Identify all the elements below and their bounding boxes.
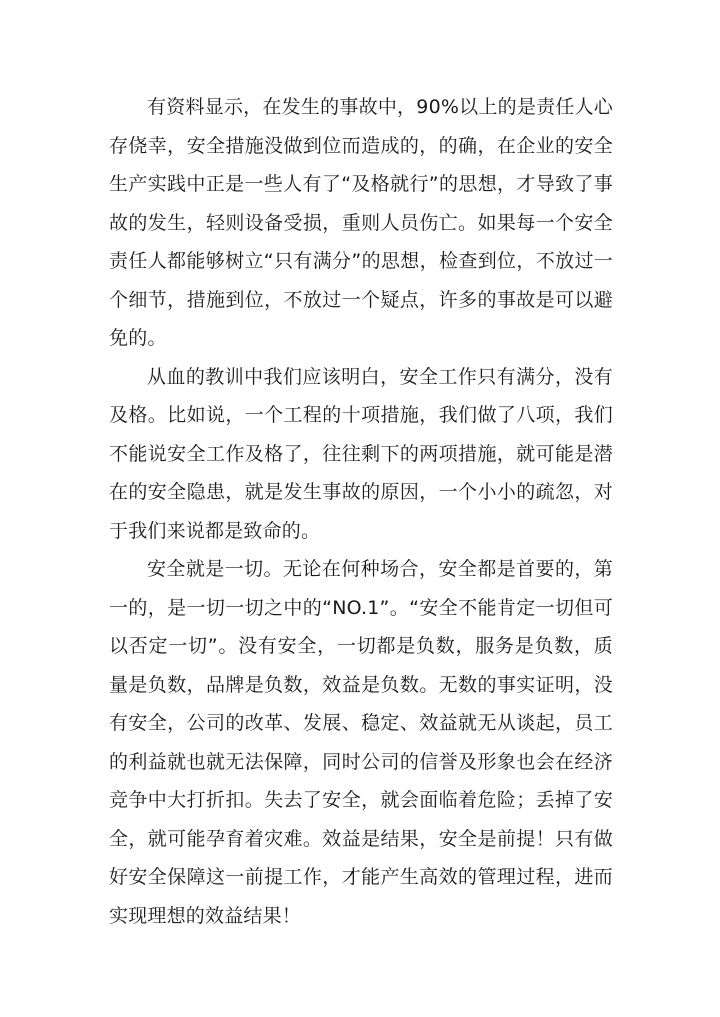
paragraph-3: 安全就是一切。无论在何种场合，安全都是首要的，第一的，是一切一切之中的“NO.1”。“安全不能肯定一切但可以否定一切”。没有安全，一切都是负数，服务是负数，质量是负数，品牌是负数，效益是负数。无数的事实证明，没有安全，公司的改革、发展、稳定、效益就无从谈起，员工的利益就也就无法保障，同时公司的信誉及形象也会在经济竞争中大打折扣。失去了安全，就会面临着危险；丢掉了安全，就可能孕育着灾难。效益是结果，安全是前提！只有做好安全保障这一前提工作，才能产生高效的管理过程，进而实现理想的效益结果！ xyxy=(109,558,613,927)
paragraph-2: 从血的教训中我们应该明白，安全工作只有满分，没有及格。比如说，一个工程的十项措施，我们做了八项，我们不能说安全工作及格了，往往剩下的两项措施，就可能是潜在的安全隐患，就是发生事故的原因，一个小小的疏忽，对于我们来说都是致命的。 xyxy=(109,365,613,542)
paragraph-1: 有资料显示，在发生的事故中，90%以上的是责任人心存侥幸，安全措施没做到位而造成的，的确，在企业的安全生产实践中正是一些人有了“及格就行”的思想，才导致了事故的发生，轻则设备受损，重则人员伤亡。如果每一个安全责任人都能够树立“只有满分”的思想，检查到位，不放过一个细节，措施到位，不放过一个疑点，许多的事故是可以避免的。 xyxy=(109,96,613,349)
document-body xyxy=(109,88,613,935)
